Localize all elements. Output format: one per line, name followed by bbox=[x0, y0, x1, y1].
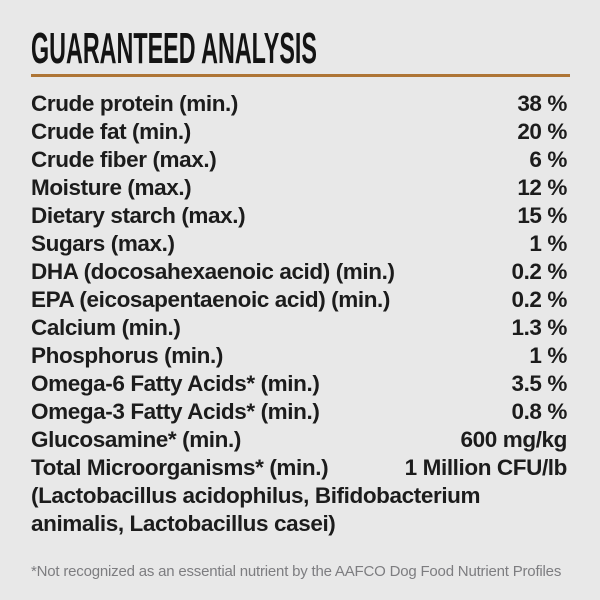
microorganism-species-note: (Lactobacillus acidophilus, Bifidobacterium animalis, Lactobacillus casei) bbox=[31, 483, 481, 536]
nutrient-value: 1.3 % bbox=[511, 315, 567, 340]
table-row bbox=[31, 202, 567, 230]
nutrient-label: Crude protein (min.) bbox=[31, 91, 238, 116]
nutrient-label: EPA (eicosapentaenoic acid) (min.) bbox=[31, 287, 390, 312]
nutrient-value: 0.2 % bbox=[511, 287, 567, 312]
table-row bbox=[31, 258, 567, 286]
table-row bbox=[31, 146, 567, 174]
table-row bbox=[31, 342, 567, 370]
header-rule bbox=[31, 74, 570, 77]
nutrient-label: Crude fat (min.) bbox=[31, 119, 191, 144]
table-row bbox=[31, 286, 567, 314]
table-row bbox=[31, 454, 567, 482]
nutrient-label: Dietary starch (max.) bbox=[31, 203, 246, 228]
nutrient-value: 38 % bbox=[517, 91, 567, 116]
nutrient-label: Crude fiber (max.) bbox=[31, 147, 217, 172]
nutrient-value: 0.8 % bbox=[511, 399, 567, 424]
nutrient-label: Calcium (min.) bbox=[31, 315, 181, 340]
nutrient-label: Sugars (max.) bbox=[31, 231, 175, 256]
table-row bbox=[31, 370, 567, 398]
nutrient-label: Omega-6 Fatty Acids* (min.) bbox=[31, 371, 320, 396]
nutrient-value: 12 % bbox=[517, 175, 567, 200]
section-title: GUARANTEED ANALYSIS bbox=[31, 24, 317, 73]
nutrient-label: Glucosamine* (min.) bbox=[31, 427, 241, 452]
table-row bbox=[31, 230, 567, 258]
nutrient-value: 6 % bbox=[529, 147, 567, 172]
nutrient-value: 1 % bbox=[529, 343, 567, 368]
table-row bbox=[31, 426, 567, 454]
nutrient-value: 0.2 % bbox=[511, 259, 567, 284]
nutrient-value: 600 mg/kg bbox=[460, 427, 567, 452]
table-row bbox=[31, 314, 567, 342]
nutrient-label: Omega-3 Fatty Acids* (min.) bbox=[31, 399, 320, 424]
aafco-footnote: *Not recognized as an essential nutrient by the AAFCO Dog Food Nutrient Profiles bbox=[31, 563, 562, 580]
table-row bbox=[31, 90, 567, 118]
nutrient-value: 15 % bbox=[517, 203, 567, 228]
nutrient-label: DHA (docosahexaenoic acid) (min.) bbox=[31, 259, 395, 284]
table-row bbox=[31, 174, 567, 202]
table-row bbox=[31, 398, 567, 426]
nutrient-label: Moisture (max.) bbox=[31, 175, 192, 200]
table-row bbox=[31, 118, 567, 146]
nutrient-value: 1 % bbox=[529, 231, 567, 256]
nutrient-value: 1 Million CFU/lb bbox=[404, 455, 567, 480]
nutrient-label: Phosphorus (min.) bbox=[31, 343, 223, 368]
analysis-table bbox=[31, 90, 567, 538]
nutrient-value: 20 % bbox=[517, 119, 567, 144]
nutrient-value: 3.5 % bbox=[511, 371, 567, 396]
nutrient-label: Total Microorganisms* (min.) bbox=[31, 455, 329, 480]
